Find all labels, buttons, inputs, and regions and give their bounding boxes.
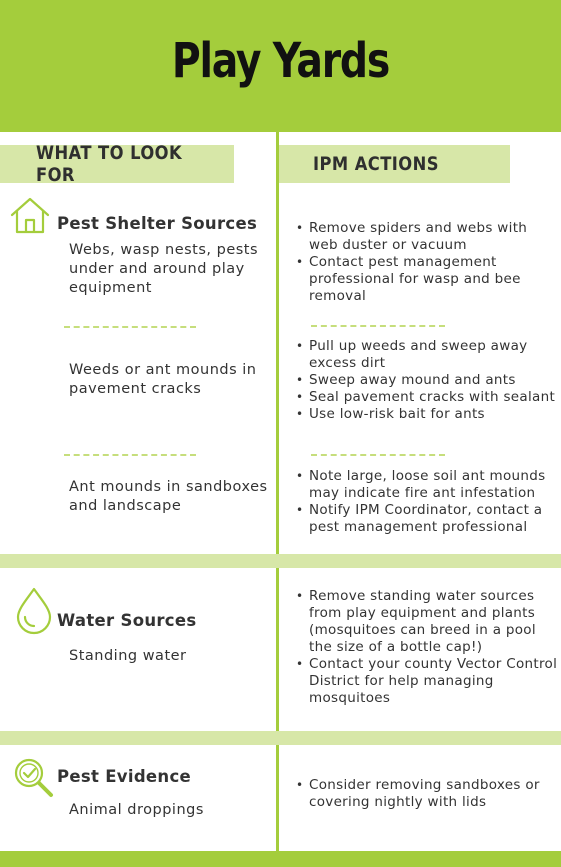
- action-item: • Sweep away mound and ants: [296, 372, 558, 389]
- column-header-ipm-actions-label: IPM ACTIONS: [313, 153, 439, 175]
- footer-bar: [0, 851, 561, 867]
- actions-list-weeds: [296, 338, 558, 423]
- divider-dashed: [311, 325, 445, 327]
- page-title: Play Yards: [171, 33, 390, 89]
- actions-list-webs: [296, 220, 558, 305]
- look-for-webs: Webs, wasp nests, pests under and around play equipment: [69, 242, 259, 296]
- action-item: • Pull up weeds and sweep away excess dirt: [296, 338, 558, 372]
- action-item: • Remove standing water sources from play equipment and plants (mosquitoes can breed in a pool the size of a bottle cap!): [296, 588, 558, 656]
- column-header-look-for-label: WHAT TO LOOK FOR: [36, 142, 183, 186]
- action-item: • Contact pest management professional for wasp and bee removal: [296, 254, 558, 305]
- action-item: • Consider removing sandboxes or covering nightly with lids: [296, 777, 558, 811]
- actions-list-ant-mounds: [296, 468, 558, 536]
- look-for-weeds: Weeds or ant mounds in pavement cracks: [69, 362, 257, 397]
- section-title-water: Water Sources: [57, 611, 197, 630]
- action-item: • Notify IPM Coordinator, contact a pest management professional: [296, 502, 558, 536]
- section-title-evidence: Pest Evidence: [57, 767, 192, 786]
- action-item: • Seal pavement cracks with sealant: [296, 389, 558, 406]
- action-item: • Use low-risk bait for ants: [296, 406, 558, 423]
- water-drop-icon: [15, 587, 53, 635]
- section-band: [0, 731, 561, 745]
- actions-list-evidence: [296, 777, 558, 811]
- action-item: • Contact your county Vector Control District for help managing mosquitoes: [296, 656, 558, 707]
- house-icon: [10, 196, 50, 234]
- action-item: • Remove spiders and webs with web duster or vacuum: [296, 220, 558, 254]
- look-for-ant-mounds: Ant mounds in sandboxes and landscape: [69, 479, 268, 514]
- look-for-droppings: Animal droppings: [69, 802, 204, 818]
- page-header: [0, 0, 561, 132]
- column-header-ipm-actions: [279, 145, 510, 183]
- look-for-standing-water: Standing water: [69, 648, 187, 664]
- actions-list-water: [296, 588, 558, 707]
- section-band: [0, 554, 561, 568]
- divider-dashed: [64, 326, 196, 328]
- column-header-look-for: [0, 142, 234, 186]
- action-item: • Note large, loose soil ant mounds may indicate fire ant infestation: [296, 468, 558, 502]
- divider-dashed: [311, 454, 445, 456]
- section-title-pest-shelter: Pest Shelter Sources: [57, 214, 258, 233]
- divider-dashed: [64, 454, 196, 456]
- magnifier-check-icon: [13, 757, 55, 799]
